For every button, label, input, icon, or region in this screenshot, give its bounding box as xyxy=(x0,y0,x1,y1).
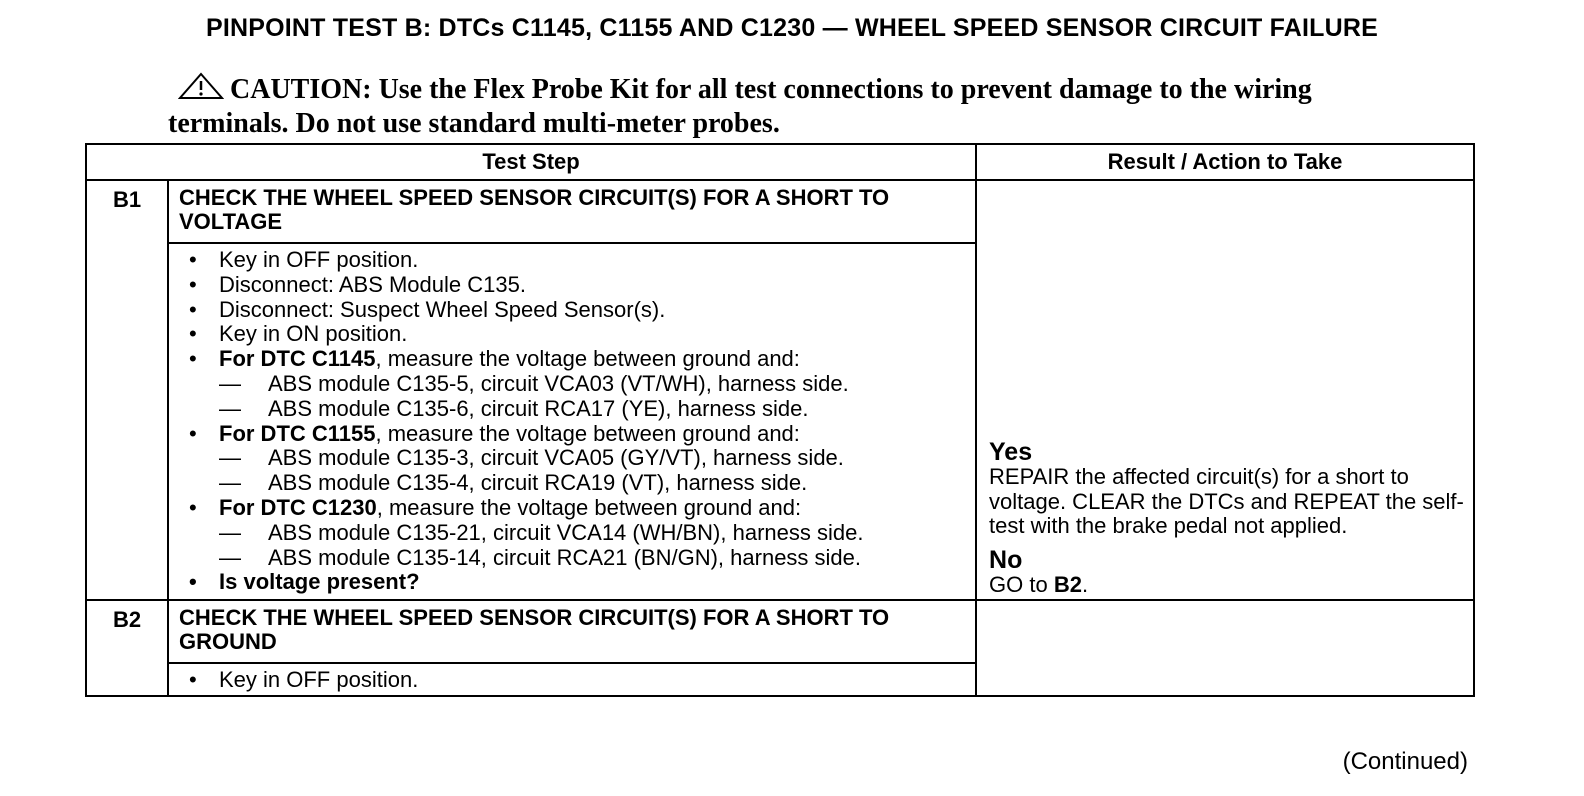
step-number-spacer xyxy=(86,243,168,600)
page-title: PINPOINT TEST B: DTCs C1145, C1155 AND C1230 — WHEEL SPEED SENSOR CIRCUIT FAILURE xyxy=(205,14,1379,42)
table-header-row xyxy=(86,144,1474,180)
list-item: • For DTC C1145, measure the voltage between ground and: xyxy=(183,347,975,372)
result-cell-b1 xyxy=(976,180,1474,600)
list-subitem: — ABS module C135-4, circuit RCA19 (VT), harness side. xyxy=(183,471,975,496)
continued-label: (Continued) xyxy=(1342,748,1468,775)
step-body-b2 xyxy=(168,663,976,696)
list-item: • Key in OFF position. xyxy=(183,248,975,273)
list-subitem: — ABS module C135-6, circuit RCA17 (YE), harness side. xyxy=(183,397,975,422)
result-no-label: No xyxy=(989,545,1023,574)
result-yes-text: REPAIR the affected circuit(s) for a short to voltage. CLEAR the DTCs and REPEAT the self-test with the brake pedal not applied. xyxy=(989,464,1464,539)
caution-notice xyxy=(168,72,1408,140)
result-cell-b2 xyxy=(976,600,1474,696)
step-number-spacer xyxy=(86,663,168,696)
result-no-text: GO to B2. xyxy=(989,571,1089,597)
step-number-b1: B1 xyxy=(86,180,168,243)
list-item: • Disconnect: Suspect Wheel Speed Sensor(s). xyxy=(183,298,975,323)
list-subitem: — ABS module C135-3, circuit VCA05 (GY/VT), harness side. xyxy=(183,446,975,471)
caution-label: CAUTION: xyxy=(230,74,372,105)
step-b1-heading-row xyxy=(86,180,1474,243)
pinpoint-test-table xyxy=(85,143,1475,697)
step-heading-b2: CHECK THE WHEEL SPEED SENSOR CIRCUIT(S) FOR A SHORT TO GROUND xyxy=(168,600,976,663)
caution-text: Use the Flex Probe Kit for all test connections to prevent damage to the wiring terminals. Do not use standard multi-meter probes. xyxy=(168,74,1312,139)
list-subitem: — ABS module C135-5, circuit VCA03 (VT/WH), harness side. xyxy=(183,372,975,397)
result-yes-label: Yes xyxy=(989,438,1033,467)
step-number-b2: B2 xyxy=(86,600,168,663)
list-item: • Key in OFF position. xyxy=(183,668,975,693)
list-item: • For DTC C1230, measure the voltage between ground and: xyxy=(183,496,975,521)
step-b2-heading-row xyxy=(86,600,1474,663)
header-result: Result / Action to Take xyxy=(976,144,1474,180)
step-heading-b1: CHECK THE WHEEL SPEED SENSOR CIRCUIT(S) FOR A SHORT TO VOLTAGE xyxy=(168,180,976,243)
list-item: • For DTC C1155, measure the voltage between ground and: xyxy=(183,422,975,447)
list-item: • Is voltage present? xyxy=(183,570,975,595)
list-subitem: — ABS module C135-14, circuit RCA21 (BN/GN), harness side. xyxy=(183,546,975,571)
list-item: • Key in ON position. xyxy=(183,322,975,347)
warning-triangle-icon xyxy=(178,72,230,108)
header-test-step: Test Step xyxy=(86,144,976,180)
result-no-target: B2 xyxy=(1053,571,1082,597)
step-body-b1 xyxy=(168,243,976,600)
list-subitem: — ABS module C135-21, circuit VCA14 (WH/BN), harness side. xyxy=(183,521,975,546)
list-item: • Disconnect: ABS Module C135. xyxy=(183,273,975,298)
